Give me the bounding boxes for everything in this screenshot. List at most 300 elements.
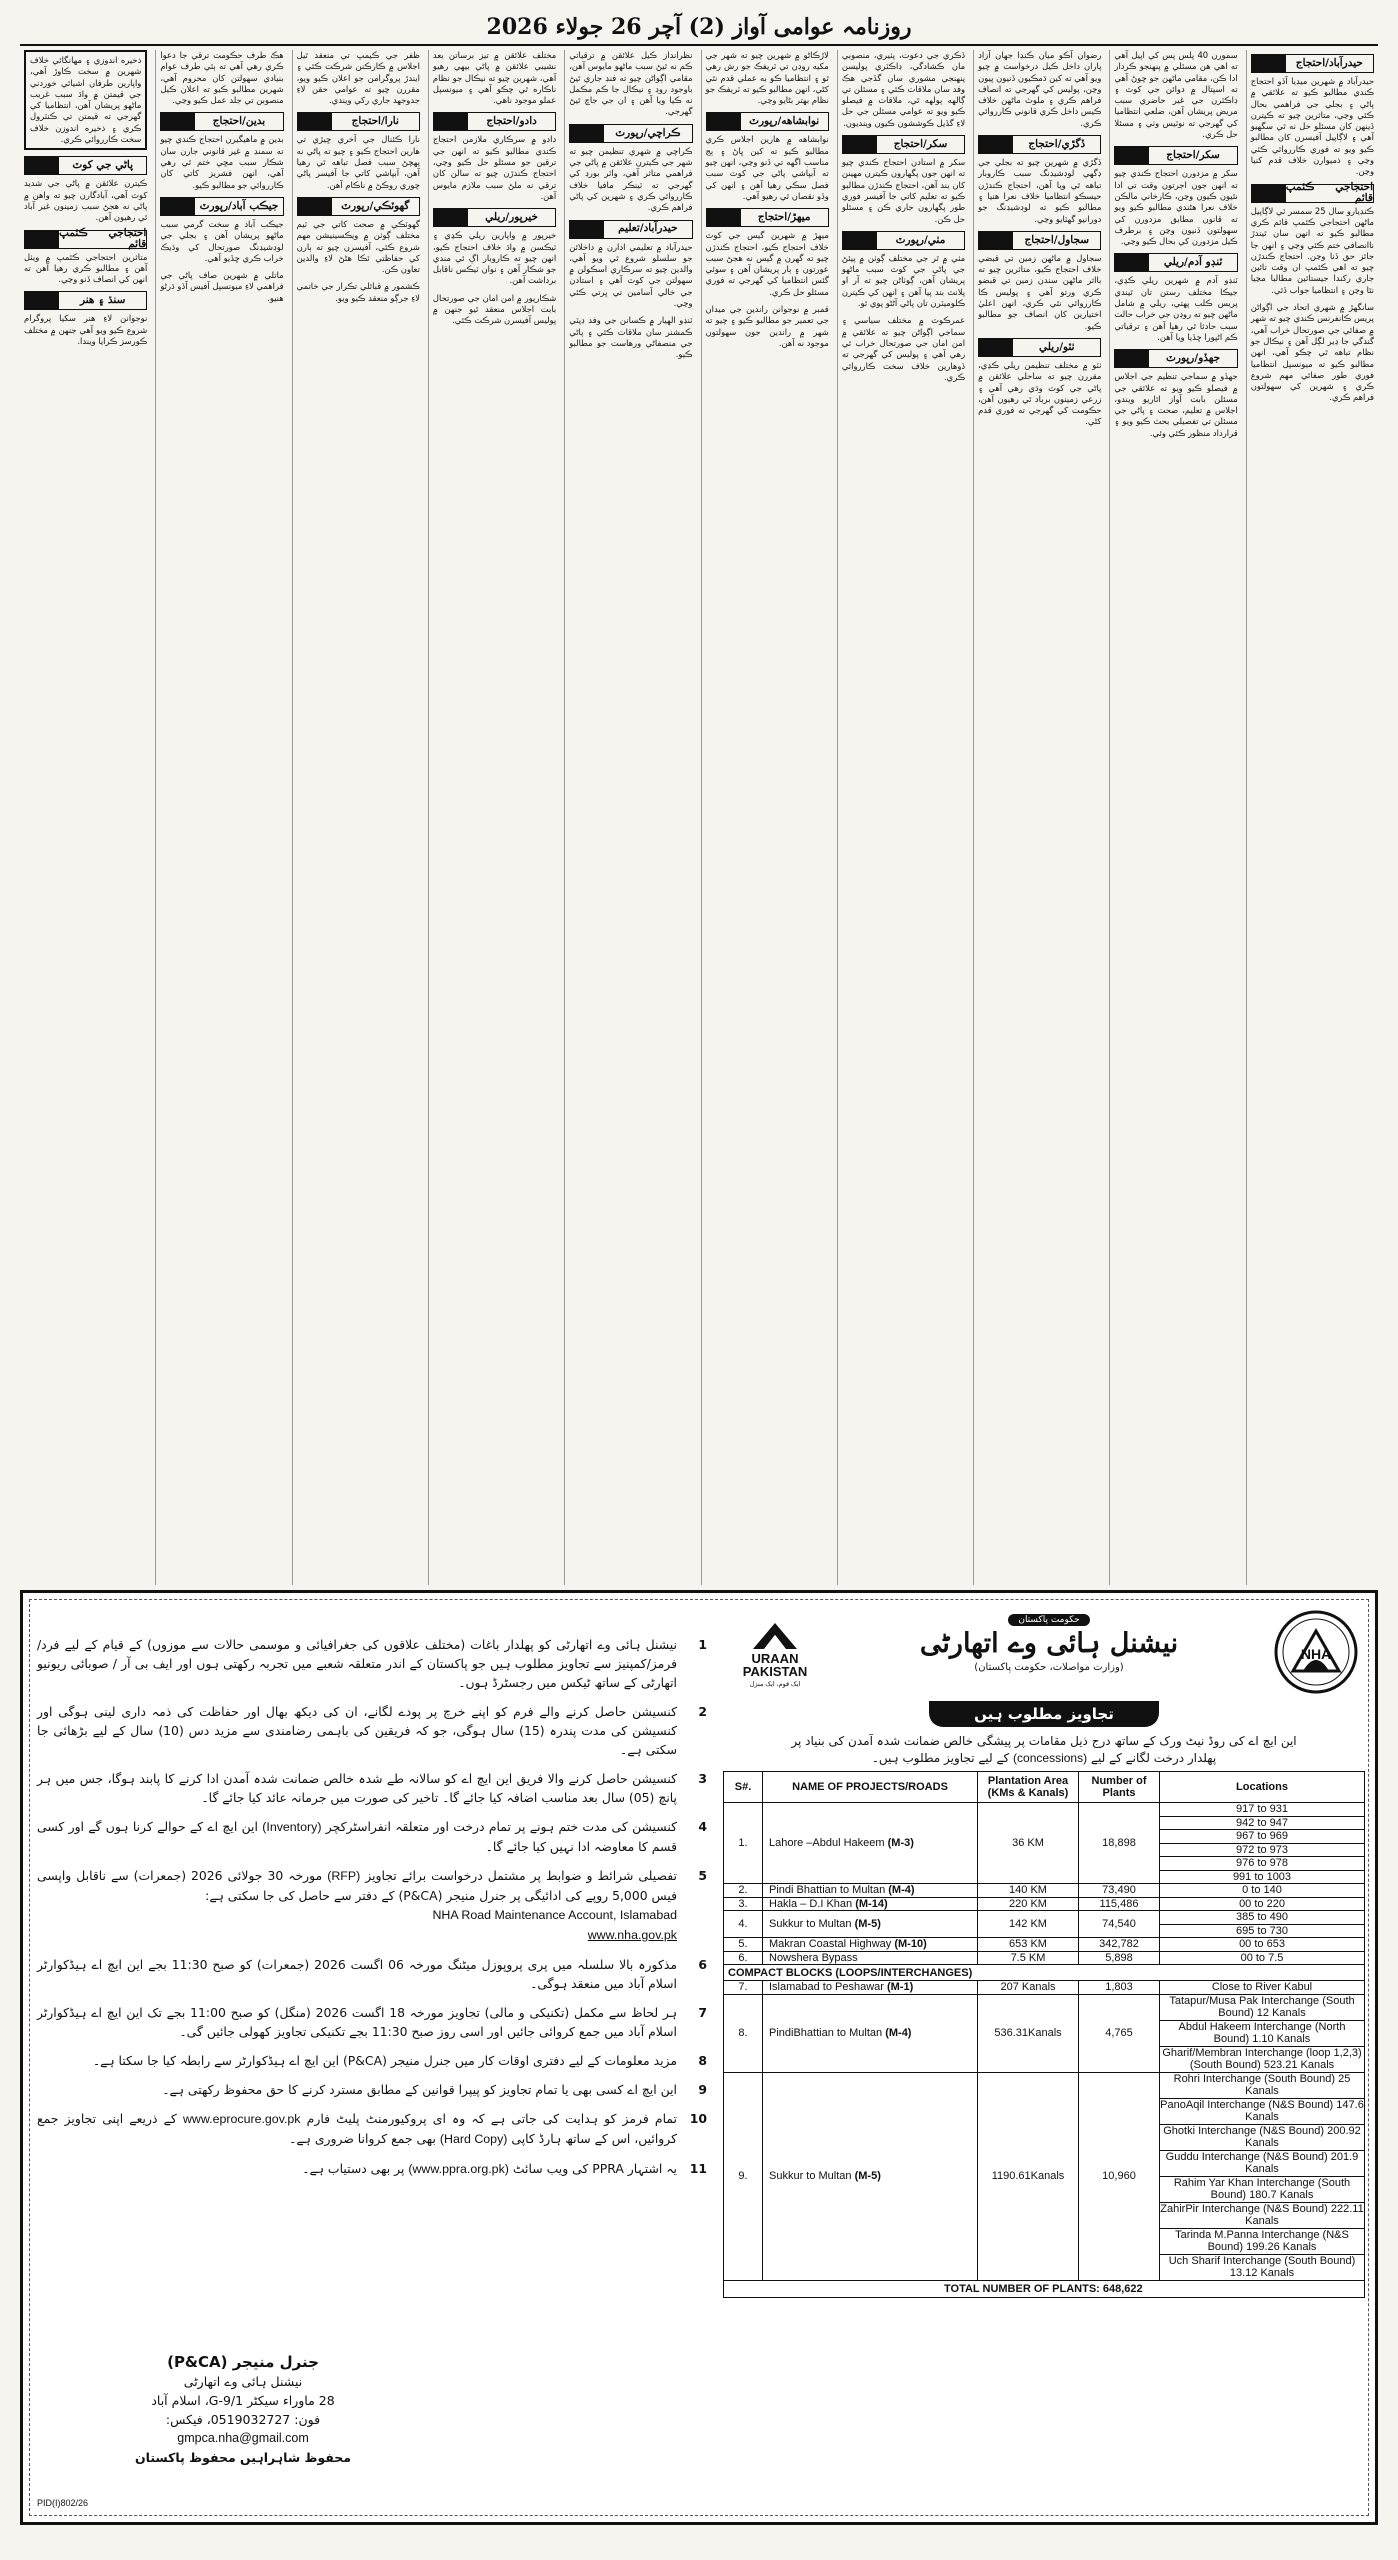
term-text	[37, 1702, 677, 1759]
ad-logos	[723, 1607, 1365, 1695]
headline-black-block	[1115, 147, 1149, 164]
term-number: 3	[698, 1771, 707, 1786]
news-column	[20, 50, 151, 1585]
cell-plants: 74,540	[1079, 1911, 1160, 1938]
signature-org: نیشنل ہائی وے اتھارٹی	[183, 2374, 303, 2389]
story-body: ٽنڊو آدم ۾ شهرين ريلي ڪڍي، جيڪا مختلف رستن تان ٿيندي پريس ڪلب پهتي، ريلي ۾ شامل ماڻهن چيو ته روڊن جي خراب حالت سبب حادثا ٿي رهيا آهن ۽ ترقياتي ڪم اڻپورا ڇڏيا ويا آهن.	[1114, 275, 1238, 342]
term-number: 4	[698, 1819, 707, 1834]
signature-motto: محفوظ شاہراہیں محفوظ پاکستان	[134, 2450, 352, 2465]
news-story	[1114, 50, 1237, 140]
term-text-part: کنسیشن حاصل کرنے والے فرم کو اپنے خرچ پر پودے لگانے، ان کی دیکھ بھال اور حفاظت کی ذمہ داری لینی ہوگی اور کنسیشن کی مدت پندرہ (15) سال ہوگی، جو کہ فریقین کی باہمی رضامندی سے مزید دس (10) سال کے لیے بڑھائی جا سکتی ہے۔	[37, 1704, 677, 1757]
term-text-part: کے ذریعے اپنی تجاویز جمع کروائیں، اس کے ساتھ ہارڈ کاپی	[37, 2111, 677, 2146]
story-headline	[1114, 349, 1237, 368]
story-body: ٺٽو ۾ مختلف تنظيمن ريلي ڪڍي، مقررن چيو ته ساحلي علائقن ۾ پاڻي جي کوٽ وڌي رهي آهي ۽ زرعي زمينون برباد ٿي رهيون آهن، حڪومت کي گهرجي ته فوري قدم کڻي.	[978, 359, 1102, 427]
location-entry: Close to River Kabul	[1211, 1981, 1313, 1993]
term-text-part: ہر لحاظ سے مکمل (تکنیکی و مالی) تجاویز مورخہ 18 اگست 2026 (منگل) کو صبح 11:00 بجے تک این ایچ اے ہیڈکوارٹر اسلام آباد میں جمع کروائی جائیں اور اسی روز صبح 11:30 بجے تکنیکی تجاویز کھولی جائیں گی۔	[37, 2005, 677, 2039]
story-body: سانگهڙ ۾ شهري اتحاد جي اڳواڻن پريس ڪانفرنس ڪندي چيو ته شهر ۾ صفائي جي صورتحال خراب آهي، گندگي جا ڍير لڳل آهن ۽ نيڪال جو نظام تباهه ٿي چڪو آهي، انهن مطالبو ڪيو ته ميونسپل انتظاميا فوري طور صفائي مهم شروع ڪري ۽ شهرين کي سهولتون فراهم ڪري.	[1250, 302, 1374, 403]
headline-text: احتجاجي ڪئمپ قائم	[59, 226, 147, 251]
headline-black-block	[570, 221, 604, 238]
headline-text: جيڪب آباد/رپورٽ	[199, 199, 279, 212]
cell-locations	[1160, 2072, 1365, 2280]
headline-black-block	[1252, 55, 1286, 72]
news-columns	[20, 50, 1378, 1585]
headline-text: ڪراچي/رپورٽ	[615, 126, 681, 139]
cell-plants: 5,898	[1079, 1951, 1160, 1965]
story-body: مختلف علائقن ۾ تيز برساتن بعد نشيبي علائقن ۾ پاڻي بيهي رهيو آهي، شهرين چيو ته نيڪال جو نظام ناڪاره ٿي چڪو آهي ۽ ميونسپل عملو موجود ناهي.	[432, 50, 557, 106]
story-body: ذخيره اندوزي ۽ مهانگائي خلاف شهرين ۾ سخت ڪاوڙ آهي، واپارين طرفان اشيائي خوردني جي قيمتن ۾ واڌ سبب غريب ماڻهو پريشان آهن، انتظاميا کي گهرجي ته قيمتن تي ڪنٽرول ڪري ۽ ذخيره اندوزن خلاف سخت ڪارروائي ڪري.	[30, 55, 142, 145]
cell-locations	[1160, 1897, 1365, 1911]
news-story	[433, 112, 556, 202]
news-story	[297, 112, 420, 190]
cell-sno: 8.	[724, 1994, 763, 2072]
term-text-part: مذکورہ بالا سلسلہ میں پری پروپوزل میٹنگ مورخہ 06 اگست 2026 (جمعرات) کو صبح 11:30 بجے این ایچ اے ہیڈکوارٹر اسلام آباد میں منعقد ہوگی۔	[37, 1957, 677, 1991]
cell-project	[763, 1803, 978, 1884]
table-row	[724, 1897, 1365, 1911]
headline-black-block	[1252, 185, 1286, 202]
headline-text: مٺي/رپورٽ	[895, 233, 946, 246]
headline-text: گهوٽڪي/رپورٽ	[341, 199, 410, 212]
project-code: (M-3)	[887, 1837, 914, 1849]
cell-locations	[1160, 1994, 1365, 2072]
news-column	[292, 50, 424, 1585]
headline-black-block	[161, 198, 195, 215]
news-story	[433, 293, 556, 327]
ad-header-and-table	[723, 1607, 1365, 2298]
term-account: NHA Road Maintenance Account, Islamabad	[432, 1908, 677, 1922]
term-text-part: تفصیلی شرائط و ضوابط پر مشتمل درخواست برائے تجاویز	[365, 1868, 677, 1883]
news-story	[706, 208, 829, 298]
story-body: ٽنڊو الهيار ۾ ڪسانن جي وفد ڊپٽي ڪمشنر سان ملاقات ڪئي ۽ پاڻي جي منصفاڻي ورهاست جو مطالبو ڪيو.	[569, 315, 693, 360]
story-body: خيرپور ۾ واپارين ريلي ڪڍي ۽ ٽيڪسن ۾ واڌ خلاف احتجاج ڪيو، انهن چيو ته ڪاروبار اڳ ئي مندي جو شڪار آهن ۽ نوان ٽيڪس ناقابل برداشت آهن.	[432, 230, 557, 286]
news-story	[297, 197, 420, 275]
news-story	[706, 50, 829, 106]
project-code: (M-1)	[887, 1981, 914, 1994]
term-text-part: نیشنل ہائی وے اتھارٹی کو پھلدار باغات (مختلف علاقوں کی جغرافیائی و موسمی حالات سے موزوں) کے قیام کے لیے فرد/فرمز/کمپنیز سے تجاویز مطلوب ہیں جو پاکستان کے اندر متعلقہ شعبے میں تجربہ رکھتی ہوں اور ایف بی آر / صوبائی ریونیو اتھارٹی کے ساتھ ٹیکس میں رجسٹرڈ ہوں۔	[37, 1637, 677, 1690]
news-column	[564, 50, 696, 1585]
header-locations: Locations	[1160, 1772, 1365, 1803]
pid-number: PID(I)802/26	[37, 2498, 89, 2508]
story-headline	[24, 226, 147, 251]
masthead-title: روزنامہ عوامی آواز (2) آچر 26 جولاء 2026	[486, 14, 912, 40]
headline-text: حیدرآباد/احتجاج	[1295, 56, 1363, 69]
total-value: 648,622	[1102, 2282, 1143, 2295]
news-column	[837, 50, 969, 1585]
signature-title: جنرل منیجر (P&CA)	[167, 2353, 319, 2371]
news-column	[973, 50, 1105, 1585]
headline-black-block	[707, 209, 741, 226]
story-headline	[978, 231, 1101, 250]
headline-black-block	[298, 113, 332, 130]
table-row	[724, 1911, 1365, 1938]
ministry-line: (وزارت مواصلات، حکومت پاکستان)	[974, 1662, 1124, 1673]
cell-area: 7.5 KM	[978, 1951, 1079, 1965]
story-headline	[160, 112, 283, 131]
news-column	[1109, 50, 1241, 1585]
story-body: ڪراچي ۾ شهري تنظيمن چيو ته شهر جي ڪيترن علائقن ۾ پاڻي جي فراهمي متاثر آهي، واٽر بورڊ کي گهرجي ته ٽينڪر مافيا خلاف ڪارروائي ڪري ۽ شهرين کي پاڻي فراهم ڪري.	[569, 145, 693, 213]
table-row	[724, 1884, 1365, 1898]
cell-area: 140 KM	[978, 1884, 1079, 1898]
project-name: Lahore –Abdul Hakeem	[769, 1837, 885, 1849]
cell-plants: 4,765	[1079, 1994, 1160, 2072]
story-body: ڪيترن علائقن ۾ پاڻي جي شديد کوٽ آهي، آبادگارن چيو ته واهن ۾ پاڻي نه هجڻ سبب زمينون غير آباد ٿي رهيون آهن.	[24, 178, 148, 223]
headline-text: ٽنڊو آدم/ريلي	[1163, 256, 1223, 269]
headline-black-block	[707, 113, 741, 130]
story-body: لاڙڪاڻو ۾ شهرين چيو ته شهر جي مکيه روڊن تي ٽريفڪ جو رش رهي ٿو ۽ انتظاميا ڪو به عملي قدم نٿي کڻي، انهن مطالبو ڪيو ته ٽريفڪ جو نظام بهتر بڻايو وڃي.	[705, 50, 829, 106]
ad-terms-list	[37, 1635, 707, 2189]
ad-term-item	[37, 1769, 707, 1807]
location-entry: Uch Sharif Interchange (South Bound) 13.12 Kanals	[1168, 2254, 1356, 2279]
story-headline	[433, 112, 556, 131]
uraan-chevron-icon	[753, 1623, 797, 1649]
news-story	[569, 220, 692, 310]
news-story	[433, 208, 556, 286]
term-website: www.nha.gov.pk	[587, 1928, 677, 1942]
term-number: 8	[698, 2053, 707, 2068]
headline-text: ٺٽو/ريلي	[1038, 340, 1075, 353]
header-name: NAME OF PROJECTS/ROADS	[763, 1772, 978, 1803]
story-body: نارا ڪئنال جي آخري ڇيڙي تي هارين احتجاج ڪيو ۽ چيو ته پاڻي نه پهچڻ سبب فصل تباهه ٿي رهيا آهن، آبپاشي کاتي جا آفيسر پاڻي چوري روڪڻ ۾ ناڪام آهن.	[296, 134, 420, 190]
story-body: ماتلي ۾ شهرين صاف پاڻي جي فراهمي لاءِ ميونسپل آفيس آڏو ڌرڻو هنيو.	[160, 270, 284, 303]
cell-project	[763, 1951, 978, 1965]
headline-black-block	[161, 113, 195, 130]
nha-logo-icon	[1273, 1609, 1359, 1695]
ad-term-item	[37, 1817, 707, 1856]
cell-plants: 10,960	[1079, 2072, 1160, 2280]
table-row	[724, 1938, 1365, 1952]
section-title: COMPACT BLOCKS (LOOPS/INTERCHANGES)	[724, 1965, 1365, 1981]
ad-term-item	[37, 1702, 707, 1759]
cell-area: 207 Kanals	[978, 1981, 1079, 1995]
story-body: نوجوانن لاءِ هنر سکيا پروگرام شروع ڪيو ويو آهي جنهن ۾ مختلف ڪورسز ڪرايا ويندا.	[24, 313, 148, 347]
uraan-tagline: ایک قوم، ایک منزل	[749, 1681, 801, 1688]
story-headline	[1114, 146, 1237, 165]
table-row	[724, 1994, 1365, 2072]
location-entry: 991 to 1003	[1232, 1870, 1292, 1883]
headline-black-block	[843, 232, 877, 249]
location-entry: Tatapur/Musa Pak Interchange (South Bound) 12 Kanals	[1160, 1995, 1364, 2021]
masthead	[20, 10, 1378, 46]
location-entry: Guddu Interchange (N&S Bound) 201.9 Kanals	[1160, 2151, 1364, 2177]
project-code: (M-5)	[854, 1918, 881, 1930]
cell-project	[763, 1994, 978, 2072]
cell-sno: 6.	[724, 1951, 763, 1965]
news-story	[569, 124, 692, 214]
signature-address: 28 ماوراء سیکٹر G-9/1، اسلام آباد	[151, 2393, 335, 2408]
term-text-part: کنسیشن کی مدت ختم ہونے پر تمام درخت اور متعلقہ انفراسٹرکچر	[325, 1819, 677, 1834]
term-number: 11	[689, 2161, 707, 2176]
header-plants: Number of Plants	[1079, 1772, 1160, 1803]
term-text-part: مزید معلومات کے لیے دفتری اوقات کار میں جنرل منیجر (P&CA) این ایچ اے ہیڈکوارٹر سے رابطہ کیا جا سکتا ہے۔	[92, 2053, 677, 2068]
term-text	[37, 2080, 677, 2099]
uraan-line2: PAKISTAN	[742, 1664, 808, 1679]
term-english: (RFP)	[327, 1869, 361, 1883]
headline-text: سکر/احتجاج	[893, 137, 948, 150]
story-body: حیدرآباد ۾ شهرين ميڊيا آڏو احتجاج ڪندي مطالبو ڪيو ته علائقي ۾ پاڻي ۽ بجلي جي فراهمي بحال ڪئي وڃي، متاثرين چيو ته ڪيترن ڏينهن کان مسئلو حل نه ٿي سگهيو آهي ۽ لاڳاپيل آفيسرن کان مطالبو ڪيو ويو ته فوري ڪارروائي ڪئي وڃي ۽ ذميوارن خلاف قدم کنيا وڃن.	[1250, 76, 1374, 177]
location-entry: Rahim Yar Khan Interchange (South Bound) 180.7 Kanals	[1160, 2177, 1364, 2203]
table-header-row	[724, 1772, 1365, 1803]
location-entry: Abdul Hakeem Interchange (North Bound) 1.10 Kanals	[1160, 2021, 1364, 2047]
story-headline	[1114, 253, 1237, 272]
location-entry: ZahirPir Interchange (N&S Bound) 222.11 Kanals	[1160, 2202, 1364, 2227]
headline-black-block	[979, 136, 1013, 153]
location-entry: 385 to 490	[1160, 1911, 1364, 1925]
story-headline	[569, 124, 692, 143]
project-name: Hakla – D.I Khan	[769, 1897, 853, 1910]
term-number: 1	[698, 1637, 707, 1652]
story-body: جهڏو ۾ سماجي تنظيم جي اجلاس ۾ فيصلو ڪيو ويو ته علائقي جي مسئلن بابت آواز اٿاريو ويندو، اجلاس ۾ تعليم، صحت ۽ پاڻي جي مسئلن تي تفصيلي بحث ڪيو ويو ۽ قرارداد منظور ڪئي وئي.	[1114, 371, 1238, 438]
cell-project	[763, 1884, 978, 1898]
location-entry: 917 to 931	[1160, 1803, 1364, 1817]
ad-term-item	[37, 2003, 707, 2041]
news-column	[1246, 50, 1378, 1585]
term-text	[37, 2051, 677, 2070]
project-code: (M-10)	[894, 1938, 927, 1951]
term-text	[37, 1635, 677, 1692]
cell-sno: 9.	[724, 2072, 763, 2280]
location-entry: 00 to 220	[1239, 1897, 1285, 1910]
story-body: سجاول ۾ ماڻهن زمين تي قبضي خلاف احتجاج ڪيو، متاثرين چيو ته بااثر ماڻهن سندن زمين تي قبضو ڪري ورتو آهي ۽ پوليس ڪا ڪارروائي نٿي ڪري، انهن اعليٰ اختيارين کان انصاف جو مطالبو ڪيو.	[978, 252, 1102, 331]
story-body: نظرانداز ڪيل علائقن ۾ ترقياتي ڪم نه ٿيڻ سبب ماڻهو مايوس آهن، مقامي اڳواڻن چيو ته فنڊ جاري ٿيڻ باوجود روڊ ۽ نيڪال جا ڪم مڪمل نه ڪيا ويا آهن ۽ ان جي جاچ ٿيڻ گهرجي.	[569, 50, 693, 117]
term-text	[37, 2159, 677, 2179]
term-number: 10	[689, 2111, 707, 2126]
news-story	[24, 156, 147, 223]
headline-text: دادو/احتجاج	[486, 115, 537, 128]
news-story	[842, 231, 965, 309]
term-english: www.eprocure.gov.pk	[182, 2112, 301, 2126]
location-entry: Ghotki Interchange (N&S Bound) 200.92 Kanals	[1160, 2125, 1364, 2151]
news-story	[297, 50, 420, 106]
total-cell	[724, 2280, 1365, 2297]
story-body: دادو ۾ سرڪاري ملازمن احتجاج ڪندي مطالبو ڪيو ته انهن جي ترقين جو مسئلو حل ڪيو وڃي، احتجاج ڪندڙن چيو ته سالن کان ترقي نه ملڻ سبب ملازم مايوس آهن.	[432, 134, 557, 201]
term-number: 9	[698, 2082, 707, 2097]
news-story	[706, 112, 829, 202]
cell-plants: 342,782	[1079, 1938, 1160, 1952]
table-row	[724, 1981, 1365, 1995]
cell-project	[763, 1938, 978, 1952]
story-headline	[1251, 180, 1374, 205]
headline-black-block	[979, 339, 1013, 356]
headline-black-block	[1115, 350, 1149, 367]
cell-locations	[1160, 1803, 1365, 1884]
story-headline	[24, 156, 147, 175]
headline-black-block	[434, 209, 468, 226]
story-body: سمورن 40 پلس پس کي اپيل آهي ته اهي هن مسئلي ۾ پنهنجو ڪردار ادا ڪن، مقامي ماڻهن جو چوڻ آهي ته اسپتال ۾ دوائن جي کوٽ ۽ ڊاڪٽرن جي غير حاضري سبب مريض پريشان آهن، ضلعي انتظاميا کي گهرجي ته نوٽيس وٺي ۽ مسئلا حل ڪري.	[1114, 50, 1238, 140]
headline-black-block	[25, 157, 59, 174]
location-entry: PanoAqil Interchange (N&S Bound) 147.6 Kanals	[1160, 2098, 1364, 2123]
location-entry: 976 to 978	[1160, 1857, 1364, 1871]
story-body: بدين ۾ ماهيگيرن احتجاج ڪندي چيو ته سمنڊ ۾ غير قانوني جارن سان شڪار سبب مڇي ختم ٿي رهي آهي، انهن فشريز کاتي کان ڪارروائي جو مطالبو ڪيو.	[160, 134, 284, 190]
location-entry: 695 to 730	[1236, 1924, 1288, 1937]
uraan-pakistan-logo	[735, 1623, 815, 1691]
location-entry: 00 to 7.5	[1240, 1951, 1284, 1964]
project-code: (M-14)	[855, 1897, 888, 1910]
location-entry: 942 to 947	[1160, 1817, 1364, 1831]
total-label: TOTAL NUMBER OF PLANTS:	[944, 2282, 1100, 2295]
term-number: 5	[698, 1868, 707, 1883]
ad-term-item	[37, 1635, 707, 1692]
ad-term-item	[37, 2080, 707, 2099]
story-body: مٺي ۾ ٿر جي مختلف ڳوٺن ۾ پيئڻ جي پاڻي جي کوٽ سبب ماڻهو پريشان آهن، ڳوٺاڻن چيو ته آر او پلانٽ بند پيا آهن ۽ انهن کي ڪيترن ڪلوميٽرن تان پاڻي آڻڻو پوي ٿو.	[841, 252, 966, 309]
news-column	[428, 50, 560, 1585]
project-name: Sukkur to Multan	[769, 2170, 852, 2182]
headline-black-block	[1115, 254, 1149, 271]
news-story	[1114, 146, 1237, 247]
intro-concessions: (concessions)	[1013, 1751, 1088, 1765]
story-body: سکر ۾ استادن احتجاج ڪندي چيو ته انهن جون پگهارون ڪيترن مهينن کان بند آهن، احتجاج ڪندڙن مطالبو ڪيو ته تعليم کاتي جا آفيسر فوري طور پگهارون جاري ڪن ۽ مسئلو حل ڪن.	[841, 157, 966, 224]
cell-plants: 1,803	[1079, 1981, 1160, 1995]
signature-block	[103, 2353, 383, 2467]
story-body: ڪشمور ۾ قبائلي تڪرار جي خاتمي لاءِ جرڳو منعقد ڪيو ويو.	[296, 281, 420, 303]
news-story	[1250, 180, 1374, 296]
news-story	[569, 315, 692, 360]
news-story	[1114, 349, 1237, 439]
location-entry: 0 to 140	[1242, 1884, 1282, 1896]
intro-part1: این ایچ اے کی روڈ نیٹ ورک کے ساتھ درج ذیل مقامات پر پیشگی خالص ضمانت شدہ آمدن کی بنیاد پر	[791, 1734, 1297, 1748]
story-headline	[1251, 54, 1374, 73]
story-headline	[24, 291, 147, 310]
headline-text: سکر/احتجاج	[1166, 149, 1220, 162]
ad-term-item	[37, 1955, 707, 1993]
term-english: (Inventory)	[262, 1820, 322, 1834]
headline-text: ميهڙ/احتجاج	[757, 211, 811, 224]
cell-area: 1190.61Kanals	[978, 2072, 1079, 2280]
term-number: 7	[698, 2005, 707, 2020]
term-text-part: این ایچ اے کے حوالے کرنا ہوں گے اور کسی قسم کا معاوضہ ادا نہیں کیا جائے گا۔	[37, 1819, 677, 1854]
cell-area: 536.31Kanals	[978, 1994, 1079, 2072]
nha-logo-text: NHA	[1300, 1646, 1332, 1662]
organization-title: نیشنل ہائی وے اتھارٹی	[919, 1628, 1179, 1659]
location-entry: Gharif/Membran Interchange (loop 1,2,3) (South Bound) 523.21 Kanals	[1162, 2046, 1362, 2071]
headline-text: احتجاجي ڪئمپ قائم	[1285, 180, 1373, 205]
proposals-banner: تجاویز مطلوب ہیں	[929, 1701, 1159, 1727]
news-story	[297, 281, 420, 304]
headline-text: حيدرآباد/تعليم	[618, 222, 678, 235]
total-row	[724, 2280, 1365, 2297]
term-text	[37, 1769, 677, 1807]
term-text	[37, 2109, 677, 2149]
headline-text: سجاول/احتجاج	[1024, 233, 1090, 246]
term-text-part: بھی جمع کروانا ضروری ہے۔	[289, 2131, 436, 2146]
project-name: Sukkur to Multan	[769, 1918, 852, 1930]
story-body: ڏڪري جي دعوت، پٺيري، منصوبي مان ڪشادگي، ڊاڪٽري پوليسن پنهنجي مشوري سان گڏجي هڪ وفد سان ملاقات ڪئي ۽ مسئلن تي ڳالهه ٻولهه ٿي، ملاقات ۾ فيصلو ڪيو ويو ته عوامي مسئلن جي حل لاءِ گڏيل ڪوششون ڪيون وينديون.	[841, 50, 966, 128]
term-text-part: یہ اشتہار PPRA کی ویب سائٹ	[512, 2161, 677, 2176]
story-body: ڪنڊيارو سال 25 سمسر ٽي لاڳاپيل ماڻهن احتجاجي ڪئمپ قائم ڪري مطالبو ڪيو ته انهن سان ٿيندڙ ناانصافي ختم ڪئي وڃي ۽ انهن جا جائز حق ڏنا وڃن. احتجاج ڪندڙن چيو ته اهي ڪئمپ ان وقت تائين جاري رکندا جيستائين مطالبا مڃيا نٿا وڃن ۽ انتظاميا جواب ڏئي.	[1250, 205, 1374, 295]
organization-name	[843, 1607, 1255, 1673]
news-story	[433, 50, 556, 106]
term-text	[37, 1866, 677, 1945]
cell-area: 653 KM	[978, 1938, 1079, 1952]
cell-project	[763, 1897, 978, 1911]
header-sno: S#.	[724, 1772, 763, 1803]
story-body: ميهڙ ۾ شهرين گيس جي کوٽ خلاف احتجاج ڪيو، احتجاج ڪندڙن چيو ته گهرن ۾ گيس نه هجڻ سبب عورتون ۽ ٻار پريشان آهن ۽ سوئي گئس انتظاميا کي گهرجي ته فوري مسئلو حل ڪري.	[705, 230, 829, 297]
news-story	[842, 50, 965, 129]
news-column	[155, 50, 287, 1585]
location-entry: 972 to 973	[1160, 1844, 1364, 1858]
cell-sno: 1.	[724, 1803, 763, 1884]
term-english: (Hard Copy)	[439, 2132, 508, 2146]
story-body: هڪ طرف حڪومت ترقي جا دعوا ڪري رهي آهي ته ٻئي طرف عوام بنيادي سهولتن کان محروم آهي، شهرين مطالبو ڪيو ته اعلان ڪيل منصوبن تي جلد عمل ڪيو وڃي.	[160, 50, 284, 106]
cell-sno: 5.	[724, 1938, 763, 1952]
cell-locations	[1160, 1938, 1365, 1952]
story-headline	[978, 338, 1101, 357]
story-headline	[842, 231, 965, 250]
cell-project	[763, 2072, 978, 2280]
headline-text: سنڌ ۽ هنر	[79, 294, 126, 307]
news-story	[842, 135, 965, 225]
story-headline	[433, 208, 556, 227]
headline-text: نارا/احتجاج	[351, 115, 399, 128]
cell-sno: 2.	[724, 1884, 763, 1898]
term-text	[37, 1817, 677, 1856]
term-text-part: تمام فرمز کو ہدایت کی جاتی ہے کہ وہ ای پروکیورمنٹ پلیٹ فارم	[306, 2111, 677, 2126]
headline-black-block	[843, 136, 877, 153]
story-body: ظفر جي ڪيمپ تي منعقد ٿيل اجلاس ۾ ڪارڪنن شرڪت ڪئي ۽ ايندڙ پروگرامن جو اعلان ڪيو ويو، مقررن چيو ته عوامي حقن لاءِ جدوجهد جاري رکي ويندي.	[296, 50, 420, 106]
headline-text: نوابشاهه/رپورٽ	[749, 115, 820, 128]
ad-term-item	[37, 2159, 707, 2179]
signature-phone: فون: 0519032727، فیکس:	[165, 2412, 321, 2427]
story-headline	[978, 135, 1101, 154]
headline-black-block	[25, 231, 59, 248]
uraan-line1: URAAN	[751, 1651, 799, 1666]
ad-term-item	[37, 2051, 707, 2070]
cell-sno: 7.	[724, 1981, 763, 1995]
cell-locations	[1160, 1884, 1365, 1898]
story-body: قمبر ۾ نوجوانن راندين جي ميدان جي تعمير جو مطالبو ڪيو ۽ چيو ته شهر ۾ راندين جون سهولتون موجود نه آهن.	[705, 304, 829, 348]
project-name: Makran Coastal Highway	[769, 1938, 892, 1951]
headline-black-block	[979, 232, 1013, 249]
news-story	[842, 315, 965, 383]
news-story	[978, 135, 1101, 225]
plantation-table	[723, 1771, 1365, 2298]
location-entry: 967 to 969	[1160, 1830, 1364, 1844]
signature-email: gmpca.nha@gmail.com	[177, 2431, 309, 2445]
cell-locations	[1160, 1981, 1365, 1995]
section-row	[724, 1965, 1365, 1981]
news-story	[24, 50, 147, 150]
news-story	[978, 231, 1101, 332]
term-text-part: پر بھی دستیاب ہے۔	[302, 2161, 405, 2176]
term-number: 6	[698, 1957, 707, 1972]
story-headline	[569, 220, 692, 239]
table-row	[724, 2072, 1365, 2280]
story-headline	[706, 112, 829, 131]
story-headline	[706, 208, 829, 227]
table-row	[724, 1951, 1365, 1965]
headline-text: پاڻي جي کوٽ	[72, 159, 134, 172]
term-text	[37, 1955, 677, 1993]
news-story	[160, 270, 283, 304]
cell-sno: 4.	[724, 1911, 763, 1938]
story-body: شڪارپور ۾ امن امان جي صورتحال بابت اجلاس منعقد ٿيو جنهن ۾ پوليس آفيسرن شرڪت ڪئي.	[432, 292, 557, 326]
headline-text: بدين/احتجاج	[212, 115, 266, 128]
cell-project	[763, 1911, 978, 1938]
news-story	[1114, 253, 1237, 343]
news-story	[24, 226, 148, 286]
headline-text: ڏگڙي/احتجاج	[1028, 137, 1086, 150]
story-headline	[842, 135, 965, 154]
location-entry: 00 to 653	[1239, 1938, 1285, 1950]
headline-black-block	[25, 292, 59, 309]
intro-part3: کے لیے تجاویز مطلوب ہیں۔	[871, 1751, 1010, 1765]
ad-term-item	[37, 1866, 707, 1945]
cell-plants: 115,486	[1079, 1897, 1160, 1911]
cell-area: 220 KM	[978, 1897, 1079, 1911]
story-body: ڏگڙي ۾ شهرين چيو ته بجلي جي ڊگهي لوڊشيڊنگ سبب ڪاروبار تباهه ٿي ويا آهن، احتجاج ڪندڙن حيسڪو انتظاميا خلاف نعرا هنيا ۽ مطالبو ڪيو ته لوڊشيڊنگ جو دورانيو گهٽايو وڃي.	[978, 157, 1102, 224]
headline-text: جهڏو/رپورٽ	[1166, 352, 1221, 365]
news-story	[160, 197, 283, 264]
government-tag: حکومت پاکستان	[1008, 1614, 1089, 1626]
term-number: 2	[698, 1704, 707, 1719]
